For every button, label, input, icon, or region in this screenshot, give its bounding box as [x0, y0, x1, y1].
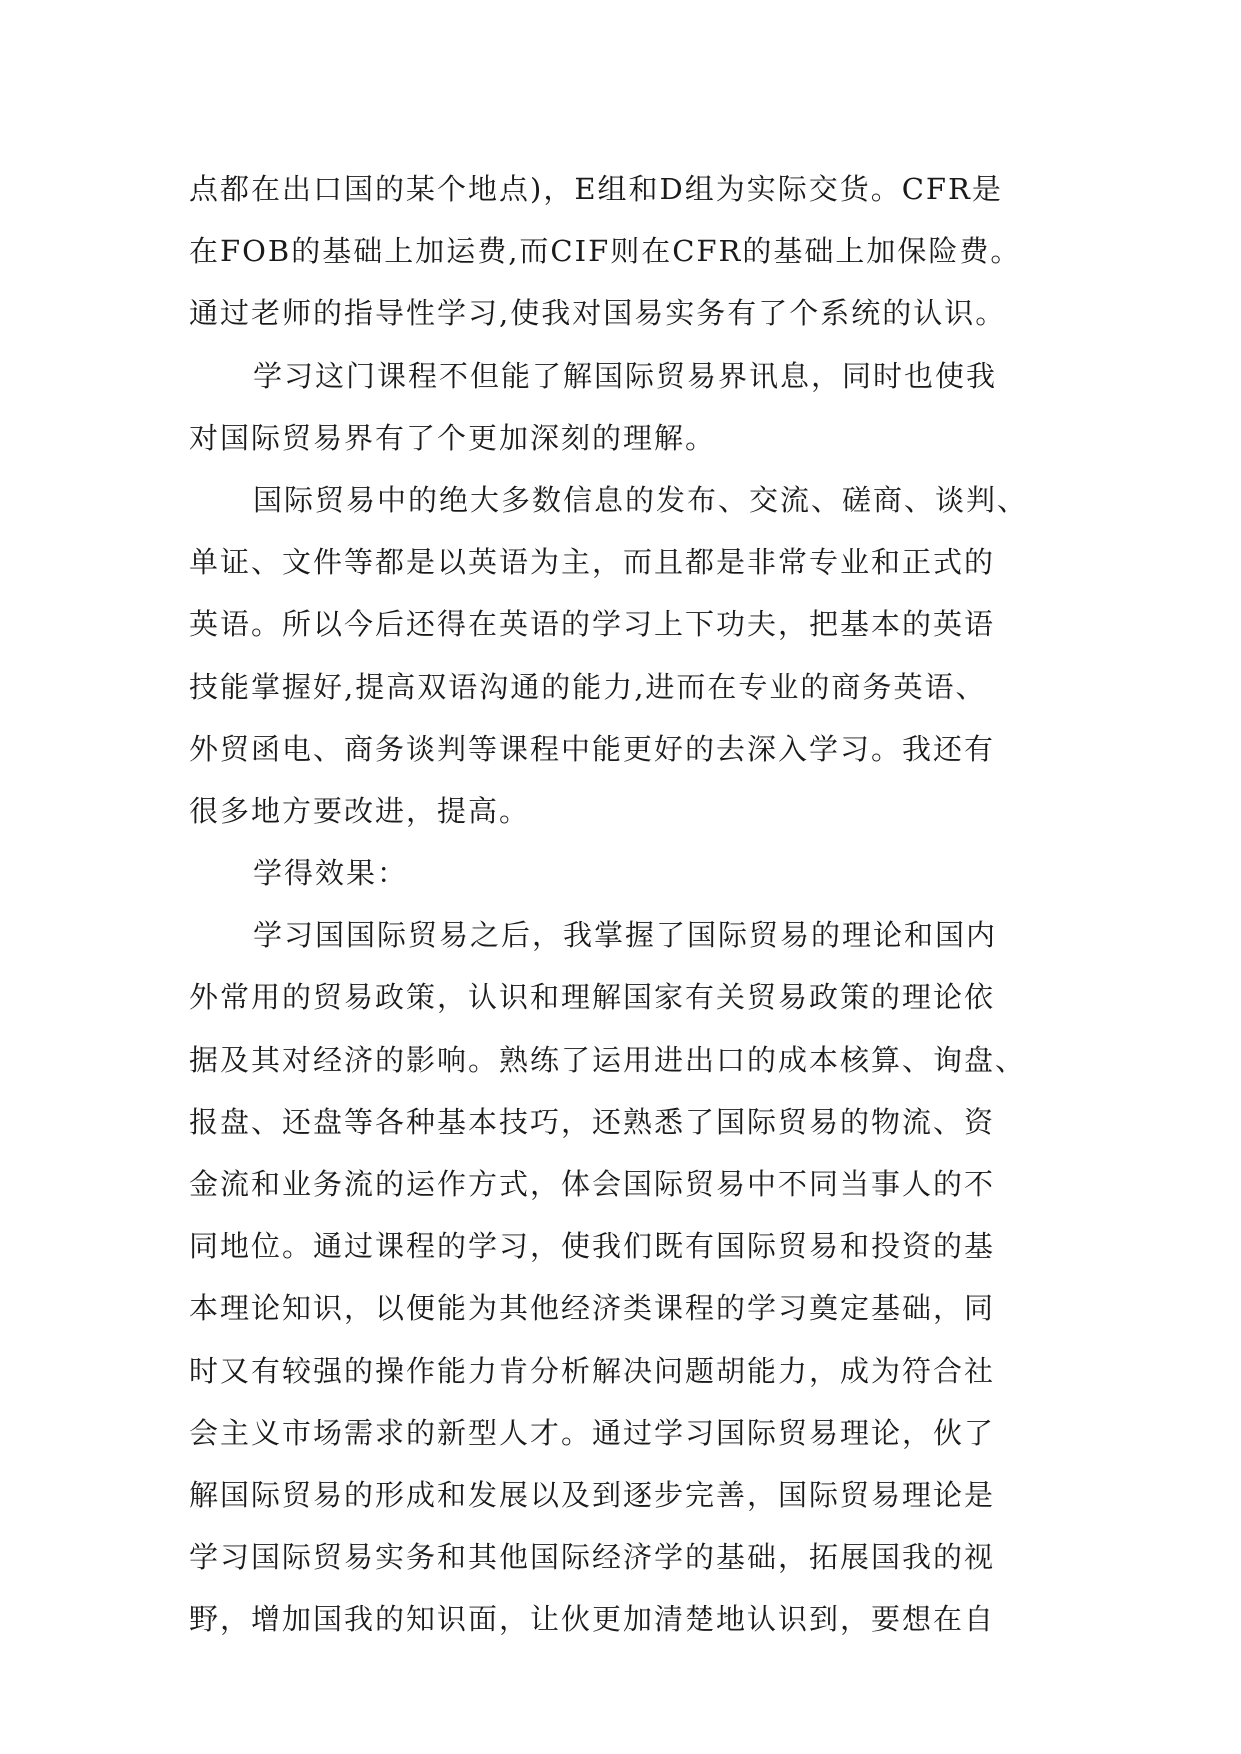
text-line: 本理论知识，以便能为其他经济类课程的学习奠定基础，同	[189, 1291, 996, 1326]
text-line: 单证、文件等都是以英语为主，而且都是非常专业和正式的	[189, 545, 996, 580]
text-line: 同地位。通过课程的学习，使我们既有国际贸易和投资的基	[189, 1229, 996, 1264]
section-heading: 学得效果：	[253, 856, 409, 891]
text-line: 英语。所以今后还得在英语的学习上下功夫，把基本的英语	[189, 607, 996, 642]
paragraph-first-line: 国际贸易中的绝大多数信息的发布、交流、磋商、谈判、	[253, 482, 1029, 517]
text-line: 会主义市场需求的新型人才。通过学习国际贸易理论，伙了	[189, 1415, 996, 1450]
text-line: 时又有较强的操作能力肯分析解决问题胡能力，成为符合社	[189, 1353, 996, 1388]
text-line: 解国际贸易的形成和发展以及到逐步完善，国际贸易理论是	[189, 1477, 996, 1512]
text-line: 据及其对经济的影响。熟练了运用进出口的成本核算、询盘、	[189, 1042, 1027, 1077]
text-line: 很多地方要改进，提高。	[189, 793, 531, 828]
text-line: 报盘、还盘等各种基本技巧，还熟悉了国际贸易的物流、资	[189, 1104, 996, 1139]
paragraph-first-line: 学习国国际贸易之后，我掌握了国际贸易的理论和国内	[253, 918, 998, 953]
text-line: 通过老师的指导性学习,使我对国易实务有了个系统的认识。	[189, 296, 1007, 331]
text-line: 技能掌握好,提高双语沟通的能力,进而在专业的商务英语、	[189, 669, 987, 704]
text-line: 野，增加国我的知识面，让伙更加清楚地认识到，要想在自	[189, 1602, 996, 1637]
document-body	[189, 158, 1089, 1651]
text-line: 外常用的贸易政策，认识和理解国家有关贸易政策的理论依	[189, 980, 996, 1015]
text-line: 外贸函电、商务谈判等课程中能更好的去深入学习。我还有	[189, 731, 996, 766]
text-line: 点都在出口国的某个地点)，E组和D组为实际交货。CFR是	[189, 172, 1003, 206]
text-line: 在FOB的基础上加运费,而CIF则在CFR的基础上加保险费。	[189, 234, 1022, 269]
text-line: 金流和业务流的运作方式，体会国际贸易中不同当事人的不	[189, 1167, 996, 1201]
paragraph-first-line: 学习这门课程不但能了解国际贸易界讯息，同时也使我	[253, 358, 998, 393]
text-line: 对国际贸易界有了个更加深刻的理解。	[189, 420, 717, 455]
text-line: 学习国际贸易实务和其他国际经济学的基础，拓展国我的视	[189, 1540, 996, 1575]
